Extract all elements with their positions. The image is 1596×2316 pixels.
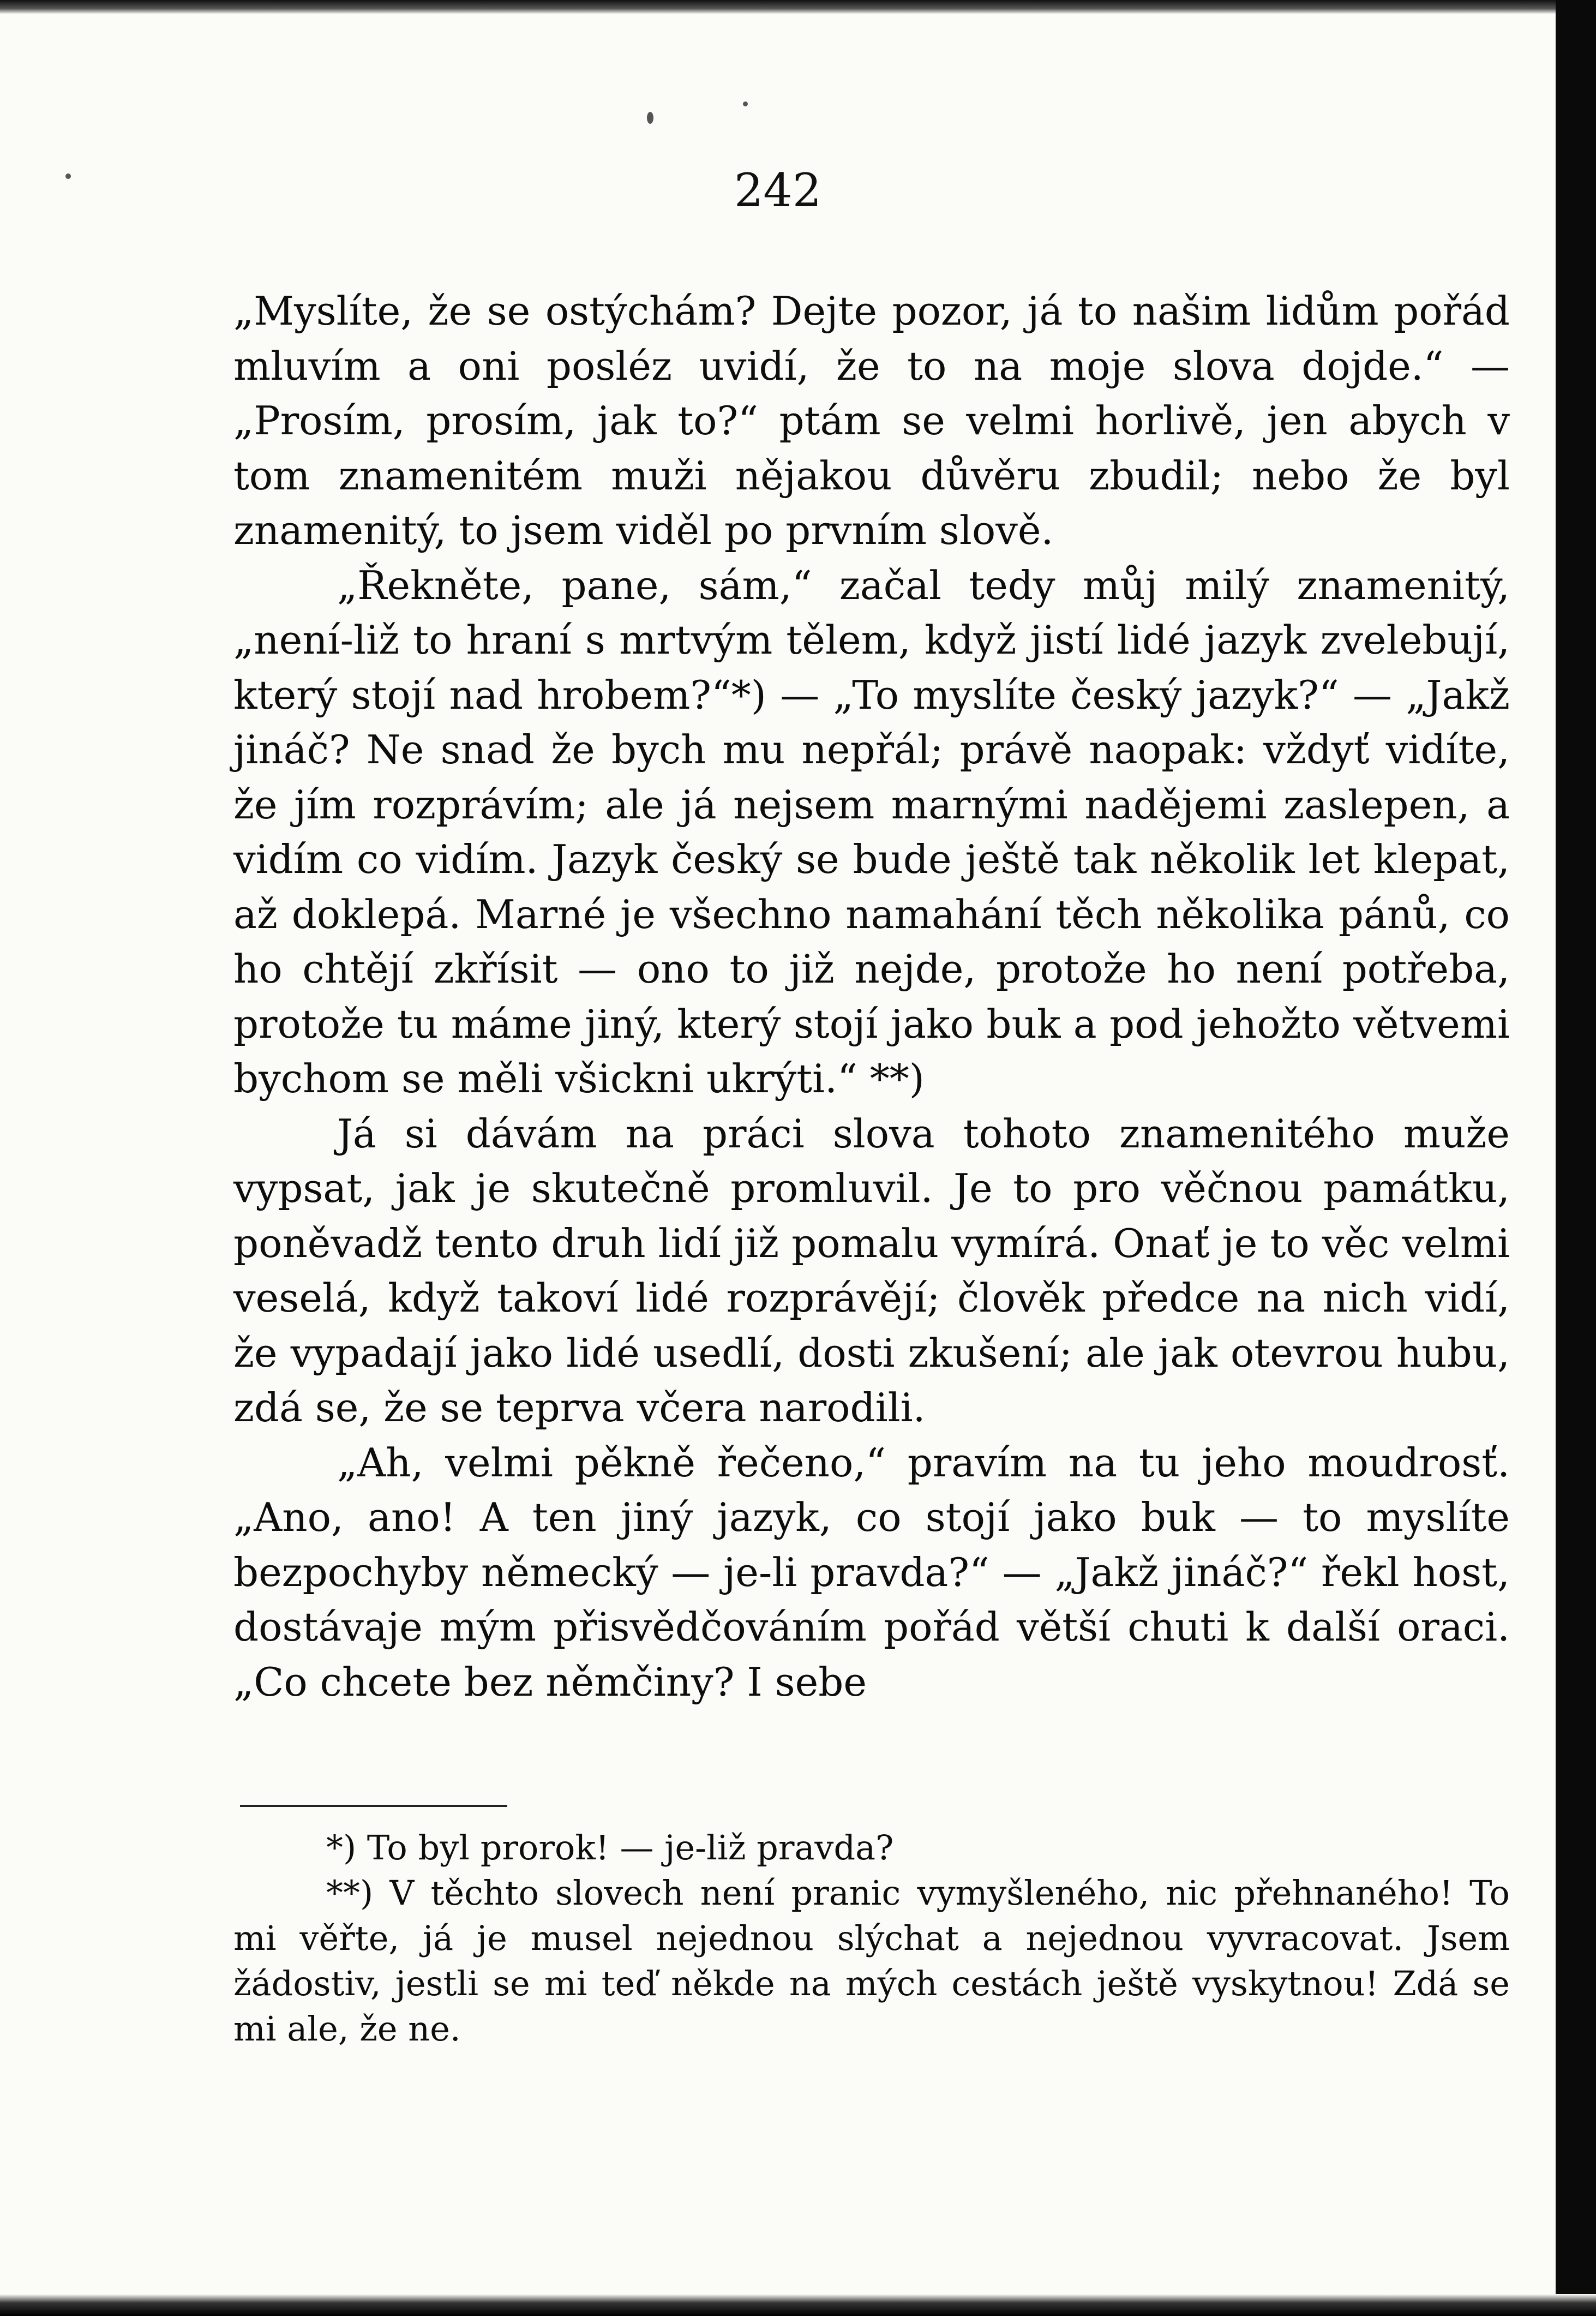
page-bottom-edge — [0, 2294, 1596, 2316]
paragraph: Já si dávám na práci slova tohoto znamenitého muže vypsat, jak je skutečně promluvil. Je to pro věčnou památku, poněvadž tento druh lidí již pomalu vymírá. Onať je to věc velmi veselá, když takoví lidé rozprávějí; člověk předce na nich vidí, že vypadají jako lidé usedlí, dosti zkušení; ale jak otevrou hubu, zdá se, že se teprva včera narodili. — [233, 1110, 1510, 1431]
footnote-divider — [240, 1805, 507, 1807]
paragraph: „Myslíte, že se ostýchám? Dejte pozor, já to našim lidům pořád mluvím a oni posléz uvidí, že to na moje slova dojde.“ — „Prosím, prosím, jak to?“ ptám se velmi horlivě, jen abych v tom znamenitém muži nějakou důvěru zbudil; nebo že byl znamenitý, to jsem viděl po prvním slově. — [233, 288, 1510, 553]
paragraph: „Řekněte, pane, sám,“ začal tedy můj milý znamenitý, „není-liž to hraní s mrtvým tělem, když jistí lidé jazyk zvelebují, který stojí nad hrobem?“*) — „To myslíte český jazyk?“ — „Jakž jináč? Ne snad že bych mu nepřál; právě naopak: vždyť vidíte, že jím rozprávím; ale já nejsem marnými nadějemi zaslepen, a vidím co vidím. Jazyk český se bude ještě tak několik let klepat, až doklepá. Marné je všechno namahání těch několika pánů, co ho chtějí zkřísit — ono to již nejde, protože ho není potřeba, protože tu máme jiný, který stojí jako buk a pod jehožto větvemi bychom se měli všickni ukrýti.“ **) — [233, 562, 1510, 1102]
ink-speck — [743, 101, 748, 106]
ink-speck — [647, 112, 653, 124]
page-number: 242 — [734, 164, 822, 217]
page-right-edge — [1556, 0, 1596, 2316]
page-top-edge — [0, 0, 1556, 14]
main-text — [233, 284, 1510, 1709]
footnotes — [233, 1825, 1510, 2051]
paragraph: „Ah, velmi pěkně řečeno,“ pravím na tu jeho moudrosť. „Ano, ano! A ten jiný jazyk, co stojí jako buk — to myslíte bezpochyby německý — je-li pravda?“ — „Jakž jináč?“ řekl host, dostávaje mým přisvědčováním pořád větší chuti k další oraci. „Co chcete bez němčiny? I sebe — [233, 1439, 1510, 1705]
footnote: *) To byl prorok! — je-liž pravda? — [326, 1828, 894, 1868]
footnote: **) V těchto slovech není pranic vymyšleného, nic přehnaného! To mi věřte, já je musel nejednou slýchat a nejednou vyvracovat. Jsem žádostiv, jestli se mi teď někde na mých cestách ještě vyskytnou! Zdá se mi ale, že ne. — [233, 1873, 1510, 2049]
